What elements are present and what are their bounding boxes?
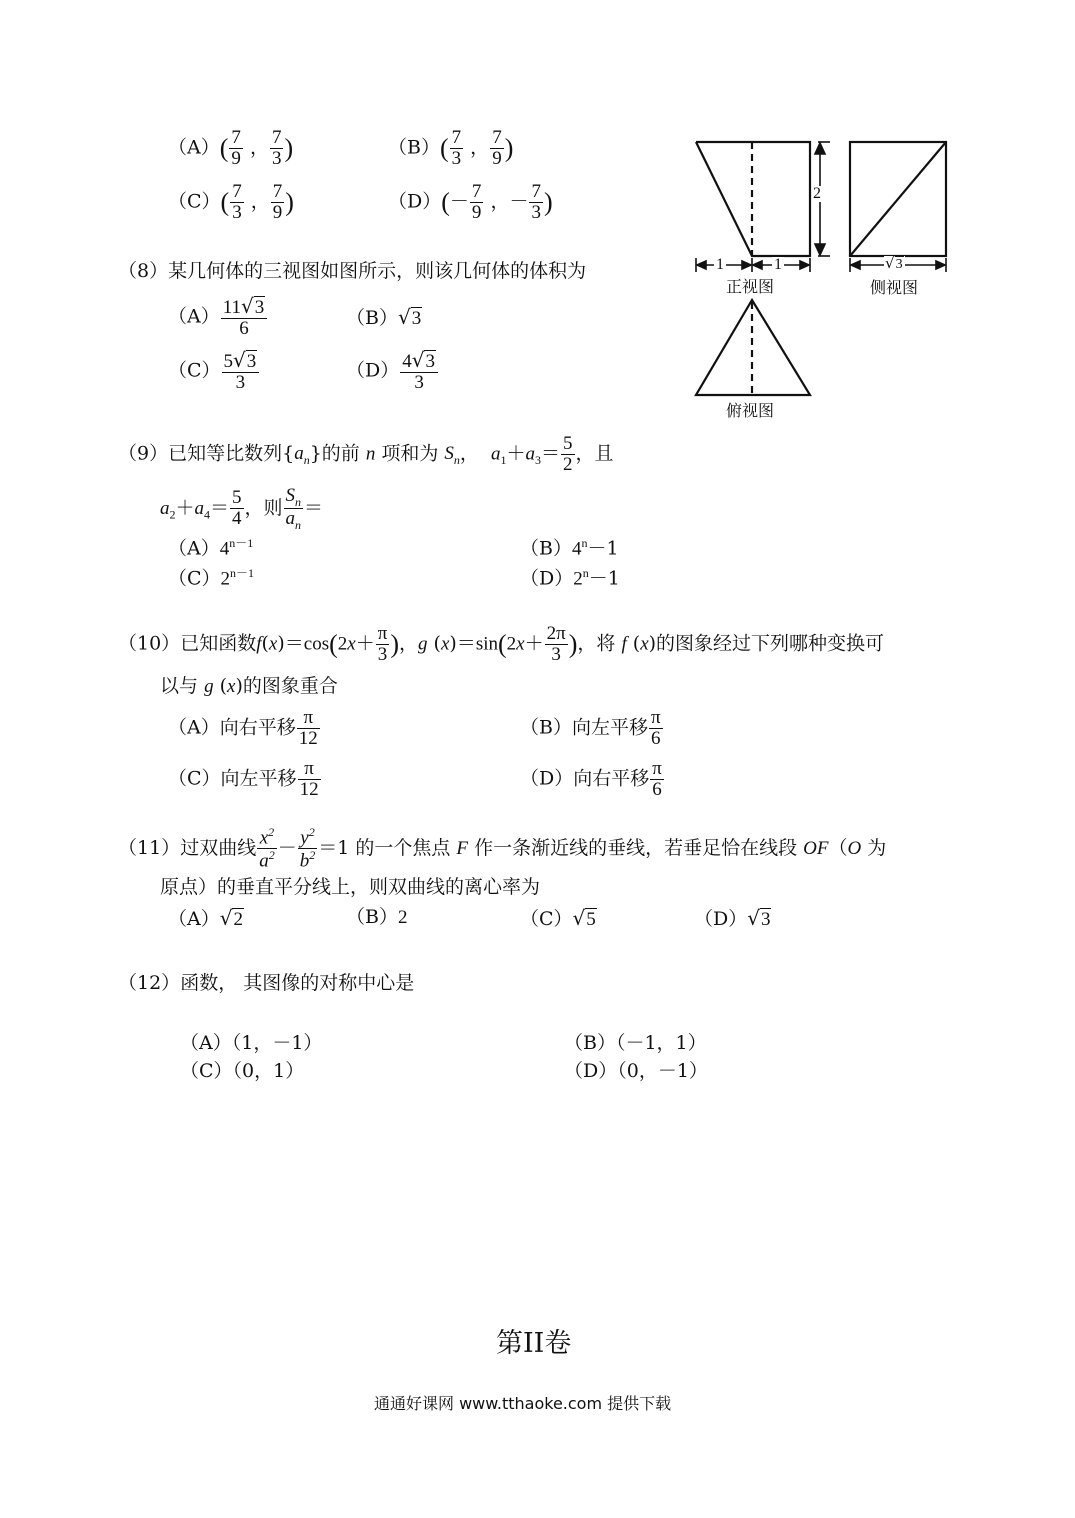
q10-option-b: （B）向左平移 $\frac{\pi}{6}$ (520, 707, 661, 749)
q8-option-d: （D） $\frac{4√3}{3}$ (346, 350, 439, 393)
q8-option-c: （C） $\frac{5√3}{3}$ (168, 350, 260, 393)
left-width-label: 1 (716, 256, 724, 273)
q7-option-c: （C）( $\frac{7}{3}$ ， $\frac{7}{9}$ ) (168, 181, 294, 223)
front-view-shape (696, 142, 810, 256)
q7-option-d: （D）(－ $\frac{7}{9}$ ，－ $\frac{7}{3}$ ) (388, 181, 553, 223)
q9-stem-line1: （9）已知等比数列$\{a_n\}$的前 n 项和为 $S_n$， $a_1+a_3=$ $\frac{5}{2}$ ，且 (118, 433, 614, 475)
q11-option-d: （D）√3 (694, 906, 771, 930)
q10-option-d: （D）向右平移 $\frac{\pi}{6}$ (520, 758, 662, 800)
q9-stem-line2: $a_2+a_4=$ $\frac{5}{4}$ ，则 $\frac{S_n}{a_n}$ ＝ (160, 485, 324, 533)
q8-option-a: （A） $\frac{11√3}{6}$ (168, 296, 268, 339)
q10-stem-line2: 以与 g (x)的图象重合 (160, 675, 338, 697)
q11-stem-line1: （11）过双曲线 $\frac{x^2}{a^2}$ － $\frac{y^2}{b^2}$ ＝1 的一个焦点 F 作一条渐近线的垂线，若垂足恰在线段 OF（O 为 (118, 825, 887, 872)
q10-option-a: （A）向右平移 $\frac{\pi}{12}$ (168, 707, 318, 749)
q10-stem-line1: （10）已知函数f(x)＝cos(2x＋ $\frac{\pi}{3}$ )，g (x)＝sin(2x＋ $\frac{2\pi}{3}$ )，将 f (x)的图象经过下列哪种变换可 (118, 623, 885, 665)
q12-option-b: （B）（－1，1） (564, 1032, 707, 1054)
q7-option-b: （B）( $\frac{7}{3}$ ， $\frac{7}{9}$ ) (388, 127, 514, 169)
q11-stem-line2: 原点）的垂直平分线上，则双曲线的离心率为 (160, 876, 541, 898)
top-view-label: 俯视图 (726, 401, 775, 420)
q12-option-c: （C）（0，1） (180, 1060, 305, 1082)
q7-option-a: （A）( $\frac{7}{9}$ ， $\frac{7}{3}$ ) (168, 127, 294, 169)
q11-option-b: （B）2 (346, 906, 408, 928)
height-label: 2 (813, 185, 821, 202)
side-view-label: 侧视图 (870, 278, 919, 297)
front-view-label: 正视图 (726, 277, 775, 296)
q12-stem: （12）函数， 其图像的对称中心是 (118, 972, 415, 994)
q9-option-a: $(A)4^{n-1}$ (168, 536, 254, 560)
q11-option-c: （C）√5 (520, 906, 596, 930)
top-view-shape (696, 300, 810, 395)
page-footer: 通通好课网 www.tthaoke.com 提供下载 (374, 1394, 672, 1413)
q9-option-b: $(B)4^n-1$ (520, 536, 619, 560)
right-width-label: 1 (774, 256, 782, 273)
section-title: 第II卷 (496, 1328, 572, 1359)
q9-option-c: $(C)2^{n-1}$ (168, 566, 255, 590)
q8-stem: （8）某几何体的三视图如图所示，则该几何体的体积为 (118, 260, 587, 282)
side-view-shape (850, 142, 946, 256)
q12-option-d: （D）（0，－1） (564, 1060, 708, 1082)
q12-option-a: （A）（1，－1） (180, 1032, 323, 1054)
q9-option-d: $(D)2^n-1$ (520, 566, 620, 590)
side-width-label: √3 (885, 254, 903, 272)
q8-option-b: （B）√3 (346, 305, 422, 329)
q10-option-c: （C）向左平移 $\frac{\pi}{12}$ (168, 758, 319, 800)
q11-option-a: （A）√2 (168, 906, 243, 930)
